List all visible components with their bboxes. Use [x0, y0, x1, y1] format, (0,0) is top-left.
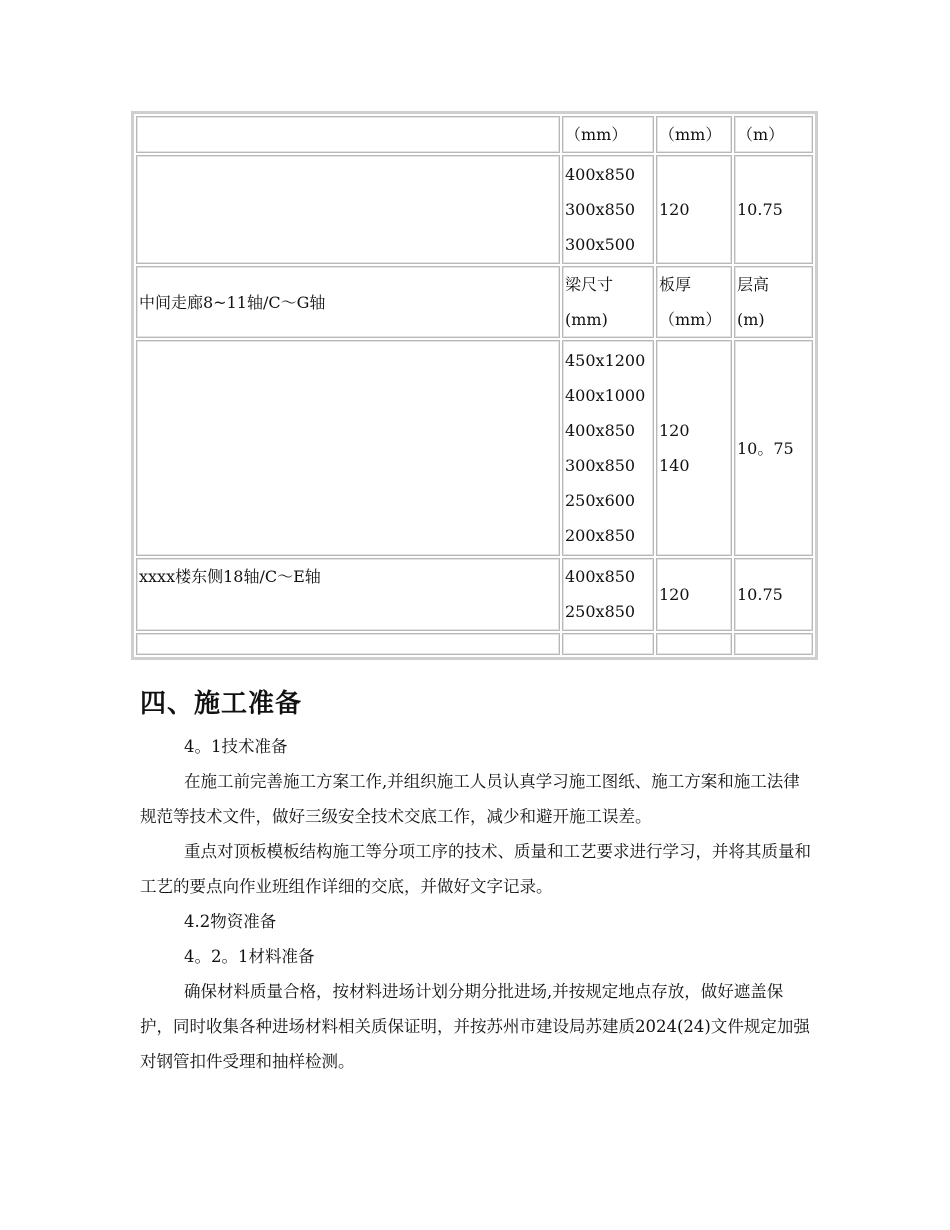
cell-line: 400x850: [565, 421, 636, 441]
cell-line: (m): [737, 310, 765, 330]
table-row: [136, 633, 813, 655]
beam-size-cell: [562, 633, 654, 655]
cell-line: 400x1000: [565, 386, 646, 406]
cell-line: 250x850: [565, 602, 636, 622]
slab-thickness-cell: [656, 116, 732, 153]
beam-size-cell: [562, 116, 654, 153]
table-row: [136, 340, 813, 555]
location-cell: [136, 633, 560, 655]
location-cell: xxxx楼东侧18轴/C～E轴: [136, 558, 560, 631]
cell-line: （mm）: [659, 125, 722, 145]
table-row: [136, 155, 813, 263]
paragraph-materials: 确保材料质量合格，按材料进场计划分期分批进场,并按规定地点存放，做好遮盖保护，同时收集各种进场材料相关质保证明，并按苏州市建设局苏建质2024(24)文件规定加强对钢管扣件受理和抽样检测。: [140, 982, 810, 1071]
slab-thickness-cell: [656, 155, 732, 263]
cell-line: 300x500: [565, 235, 636, 255]
floor-height-cell: [734, 633, 813, 655]
cell-line: (mm): [565, 310, 608, 330]
subsection-title-materials: 4.2物资准备: [184, 912, 277, 931]
spec-table-frame: [131, 111, 818, 660]
paragraph-technical-2: 重点对顶板模板结构施工等分项工序的技术、质量和工艺要求进行学习，并将其质量和工艺的要点向作业班组作详细的交底，并做好文字记录。: [140, 842, 811, 896]
location-cell: [136, 116, 560, 153]
location-cell: [136, 155, 560, 263]
cell-line: 400x850: [565, 165, 636, 185]
cell-line: 10.75: [737, 200, 783, 220]
table-row: [136, 266, 813, 339]
cell-line: 250x600: [565, 491, 636, 511]
slab-thickness-cell: [656, 266, 732, 339]
section-heading: 四、施工准备: [140, 689, 303, 719]
floor-height-cell: [734, 155, 813, 263]
subsection-title-technical: 4。1技术准备: [184, 737, 288, 756]
subsection-title-material-prep: 4。2。1材料准备: [184, 947, 315, 966]
cell-line: 300x850: [565, 200, 636, 220]
slab-thickness-cell: [656, 633, 732, 655]
slab-thickness-cell: [656, 340, 732, 555]
location-cell: 中间走廊8~11轴/C～G轴: [136, 266, 560, 339]
cell-line: 120: [659, 200, 690, 220]
beam-size-cell: [562, 558, 654, 631]
table-row: [136, 558, 813, 631]
cell-line: 10。75: [737, 438, 794, 458]
cell-line: 梁尺寸: [565, 275, 614, 295]
floor-height-cell: [734, 266, 813, 339]
table-row: [136, 116, 813, 153]
floor-height-cell: [734, 340, 813, 555]
beam-size-cell: [562, 155, 654, 263]
cell-line: 140: [659, 456, 690, 476]
floor-height-cell: [734, 116, 813, 153]
cell-line: 层高: [737, 275, 770, 295]
cell-line: 200x850: [565, 526, 636, 546]
cell-line: 板厚: [659, 275, 692, 295]
beam-size-cell: [562, 266, 654, 339]
slab-thickness-cell: [656, 558, 732, 631]
cell-line: 450x1200: [565, 351, 646, 371]
cell-line: （mm）: [565, 125, 628, 145]
cell-line: 120: [659, 584, 690, 604]
cell-line: 120: [659, 421, 690, 441]
cell-line: 300x850: [565, 456, 636, 476]
cell-line: （m）: [737, 125, 785, 145]
floor-height-cell: [734, 558, 813, 631]
paragraph-technical-1: 在施工前完善施工方案工作,并组织施工人员认真学习施工图纸、施工方案和施工法律规范等技术文件，做好三级安全技术交底工作，减少和避开施工误差。: [140, 772, 800, 826]
cell-line: （mm）: [659, 310, 722, 330]
formwork-spec-table: [134, 114, 815, 657]
location-cell: [136, 340, 560, 555]
cell-line: 400x850: [565, 567, 636, 587]
cell-line: 10.75: [737, 584, 783, 604]
beam-size-cell: [562, 340, 654, 555]
